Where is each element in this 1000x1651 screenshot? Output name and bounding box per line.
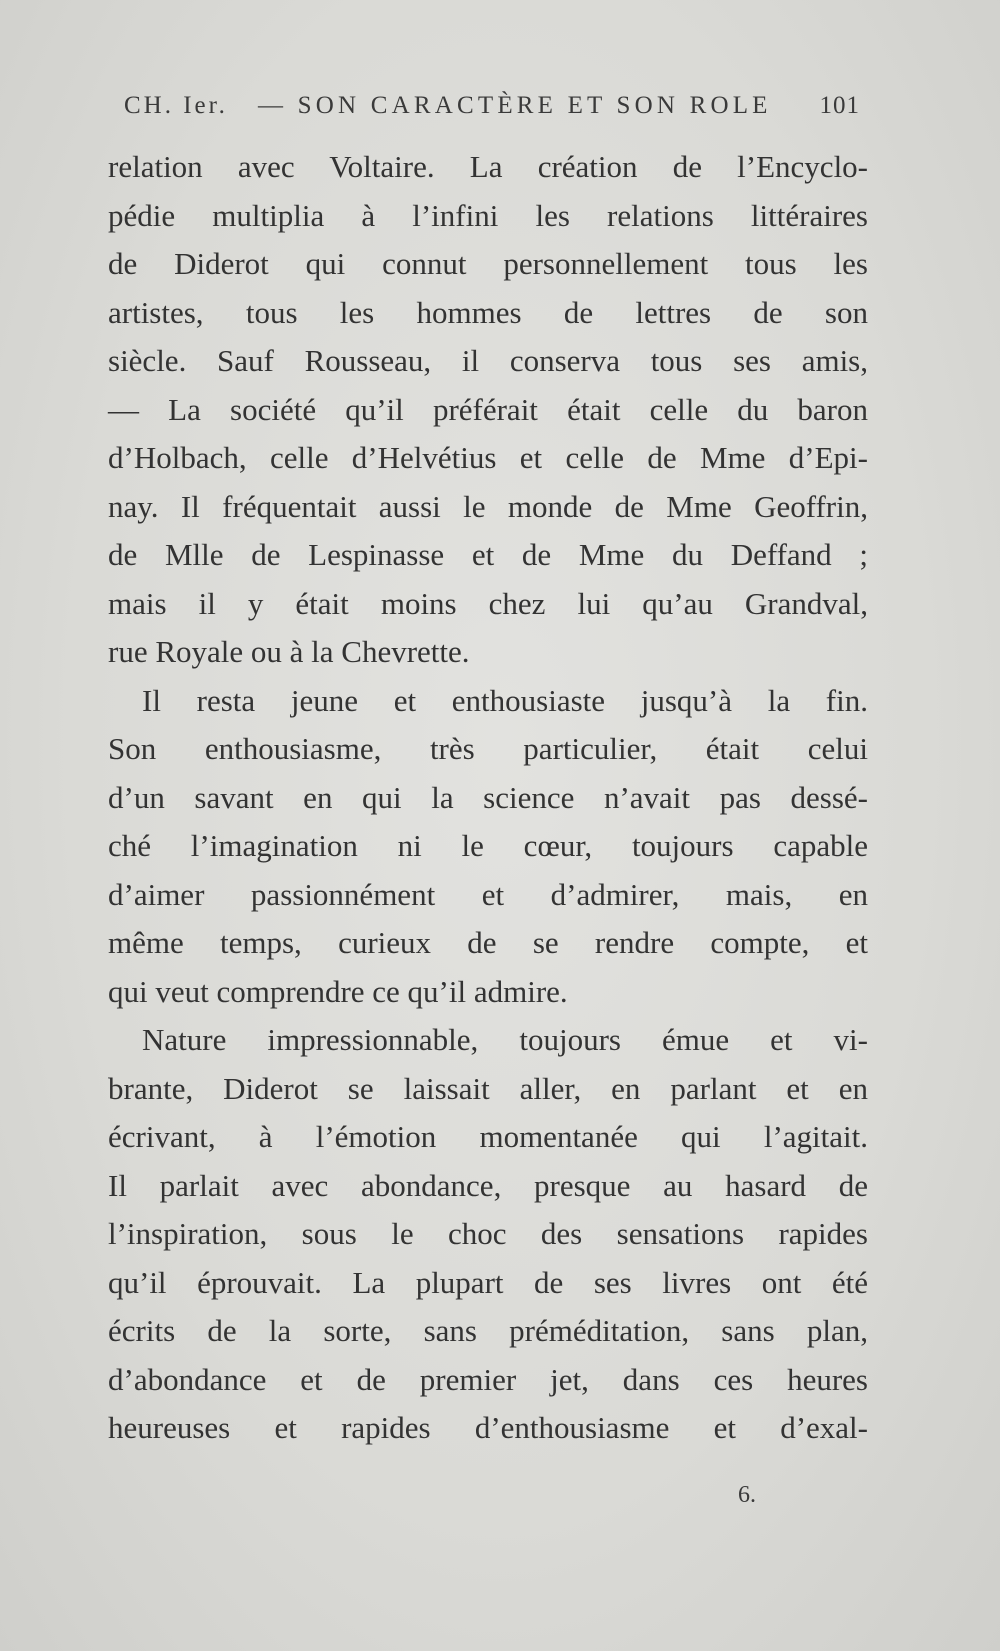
chapter-label: CH. Ier.	[124, 92, 228, 119]
text-line: pédie multiplia à l’infini les relations littéraires	[108, 197, 868, 233]
running-head	[110, 88, 860, 128]
text-line: mais il y était moins chez lui qu’au Grandval,	[108, 585, 868, 621]
page-number: 101	[819, 92, 860, 119]
text-line: ché l’imagination ni le cœur, toujours capable	[108, 828, 868, 863]
body-text	[108, 143, 868, 1453]
text-line: écrivant, à l’émotion momentanée qui l’agitait.	[108, 1119, 868, 1154]
text-line: même temps, curieux de se rendre compte, et	[108, 925, 868, 960]
text-line: de Diderot qui connut personnellement tous les	[108, 246, 868, 281]
text-line: de Mlle de Lespinasse et de Mme du Deffand ;	[108, 537, 868, 572]
text-line: d’Holbach, celle d’Helvétius et celle de Mme d’Epi-	[108, 440, 868, 475]
paragraph-2	[108, 677, 868, 1017]
text-line: qui veut comprendre ce qu’il admire.	[108, 973, 568, 1009]
text-line: d’abondance et de premier jet, dans ces heures	[108, 1361, 868, 1397]
paragraph-3	[108, 1016, 868, 1453]
text-line: Il resta jeune et enthousiaste jusqu’à la fin.	[142, 682, 868, 718]
text-line: l’inspiration, sous le choc des sensations rapides	[108, 1216, 868, 1251]
running-title: — SON CARACTÈRE ET SON ROLE	[258, 92, 772, 119]
text-line: relation avec Voltaire. La création de l’Encyclo-	[108, 149, 868, 184]
text-line: d’un savant en qui la science n’avait pas dessé-	[108, 779, 868, 815]
text-line: écrits de la sorte, sans préméditation, sans plan,	[108, 1313, 868, 1348]
text-line: Il parlait avec abondance, presque au hasard de	[108, 1167, 868, 1203]
text-line: rue Royale ou à la Chevrette.	[108, 634, 470, 669]
text-line: artistes, tous les hommes de lettres de son	[108, 294, 868, 330]
text-line: Nature impressionnable, toujours émue et vi-	[142, 1022, 868, 1057]
text-line: nay. Il fréquentait aussi le monde de Mme Geoffrin,	[108, 488, 868, 524]
text-line: heureuses et rapides d’enthousiasme et d’exal-	[108, 1410, 868, 1445]
text-line: brante, Diderot se laissait aller, en parlant et en	[108, 1070, 868, 1106]
signature-mark: 6.	[738, 1482, 756, 1508]
text-line: d’aimer passionnément et d’admirer, mais, en	[108, 876, 868, 912]
text-line: qu’il éprouvait. La plupart de ses livres ont été	[108, 1264, 868, 1300]
text-line: siècle. Sauf Rousseau, il conserva tous ses amis,	[108, 343, 868, 378]
paragraph-1	[108, 143, 868, 677]
text-line: — La société qu’il préférait était celle du baron	[108, 391, 868, 427]
text-line: Son enthousiasme, très particulier, était celui	[108, 731, 868, 766]
